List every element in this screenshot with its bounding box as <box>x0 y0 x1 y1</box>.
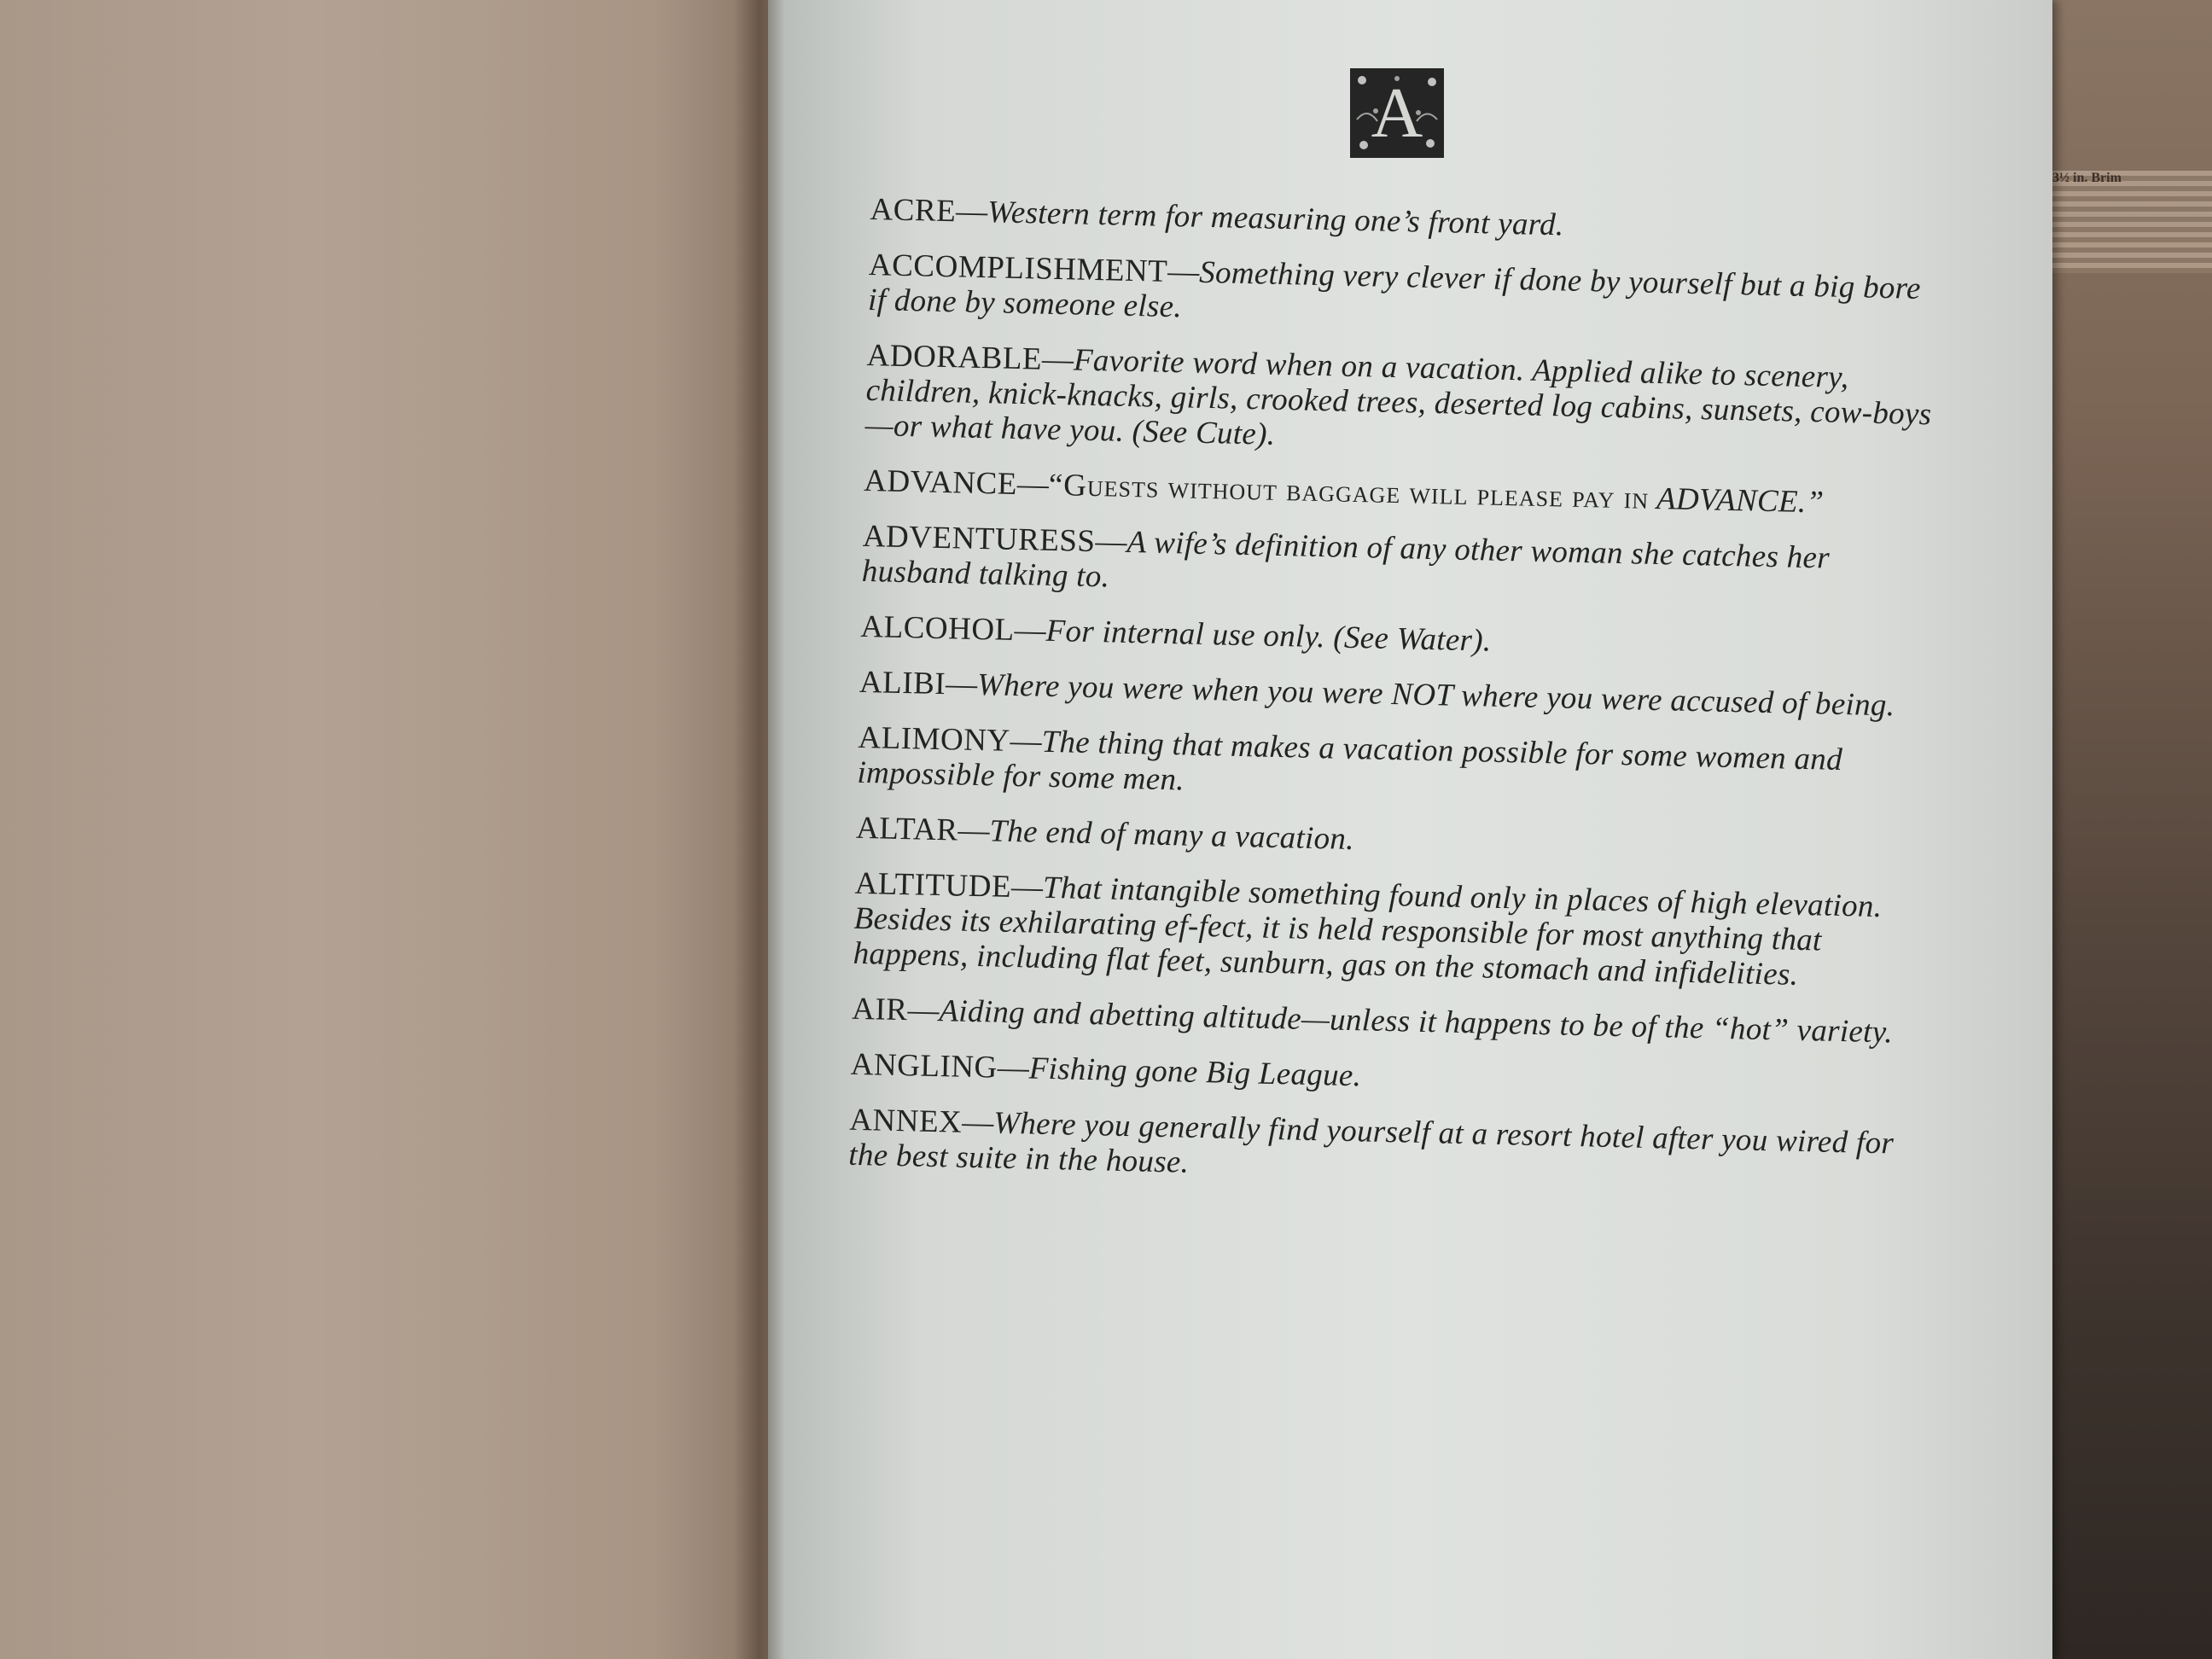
entry-term: ANGLING <box>850 1046 998 1086</box>
entry-advance: ADVANCE—“Guests without baggage will please pay in ADVANCE.” <box>863 463 1825 521</box>
entry-altar: ALTAR—The end of many a vacation. <box>855 810 1355 858</box>
entry-term: ALTITUDE <box>854 865 1012 905</box>
entry-adorable: ADORABLE—Favorite word when on a vacation. Applied alike to scenery, children, knick-knacks, girls, crooked trees, deserted log cabins, sunsets, cow-boys—or what have you. (See Cute). <box>864 337 1932 452</box>
entry-term: AIR <box>851 991 908 1028</box>
entry-definition: Favorite word when on a vacation. Applied alike to scenery, children, knick-knacks, girls, crooked trees, deserted log cabins, sunsets, cow-boys—or what have you. (See Cute). <box>864 342 1932 452</box>
entry-definition: Something very clever if done by yourself but a big bore if done by someone else. <box>867 254 1922 325</box>
entry-term: ANNEX <box>848 1102 963 1140</box>
entry-definition-tail: ADVANCE.” <box>1656 480 1825 521</box>
entry-term: ALIBI <box>859 664 946 702</box>
entry-definition: Where you generally find yourself at a resort hotel after you wired for the best suite in the house. <box>847 1105 1895 1180</box>
entry-definition: Western term for measuring one’s front yard. <box>987 195 1564 243</box>
book-gutter <box>734 0 785 1659</box>
entry-accomplishment: ACCOMPLISHMENT—Something very clever if done by yourself but a big bore if done by someone else. <box>867 247 1922 325</box>
initial-letter: A <box>1371 73 1423 153</box>
entry-altitude: ALTITUDE—That intangible something found only in places of high elevation. Besides its exhilarating ef-fect, it is held responsible for most anything that happens, including flat feet, sunburn, gas on the stomach and infidelities. <box>853 865 1883 992</box>
entry-term: ACCOMPLISHMENT <box>868 247 1168 289</box>
entry-air: AIR—Aiding and abetting altitude—unless it happens to be of the “hot” variety. <box>851 991 1894 1051</box>
entry-term: ALIMONY <box>858 719 1011 759</box>
dictionary-entries <box>847 192 1945 1217</box>
entry-alibi: ALIBI—Where you were when you were NOT where you were accused of being. <box>859 664 1895 724</box>
entry-term: ACRE <box>870 192 957 230</box>
entry-definition: Where you were when you were NOT where you were accused of being. <box>976 667 1895 724</box>
entry-alimony: ALIMONY—The thing that makes a vacation possible for some women and impossible for some men. <box>857 719 1843 798</box>
entry-term: ADORABLE <box>866 337 1043 377</box>
left-blank-page <box>0 0 768 1659</box>
entry-annex: ANNEX—Where you generally find yourself at a resort hotel after you wired for the best suite in the house. <box>847 1102 1895 1180</box>
entry-angling: ANGLING—Fishing gone Big League. <box>850 1046 1362 1094</box>
entry-alcohol: ALCOHOL—For internal use only. (See Water). <box>859 608 1492 659</box>
page-stack-edge <box>2048 171 2212 273</box>
entry-definition: “Guests without baggage will please pay in <box>1048 467 1650 516</box>
entry-term: ADVANCE <box>863 463 1018 502</box>
edge-label: 3½ in. Brim <box>2052 171 2122 185</box>
illuminated-initial <box>1350 68 1444 158</box>
entry-definition: Fishing gone Big League. <box>1028 1051 1362 1094</box>
entry-term: ALCOHOL <box>859 608 1016 648</box>
entry-definition: A wife’s definition of any other woman she catches her husband talking to. <box>861 524 1831 595</box>
entry-acre: ACRE—Western term for measuring one’s front yard. <box>870 192 1564 243</box>
entry-definition: Aiding and abetting altitude—unless it happens to be of the “hot” variety. <box>939 993 1894 1051</box>
entry-definition: The end of many a vacation. <box>989 813 1355 858</box>
entry-adventuress: ADVENTURESS—A wife’s definition of any other woman she catches her husband talking to. <box>861 518 1831 595</box>
entry-definition: The thing that makes a vacation possible for some women and impossible for some men. <box>857 724 1843 798</box>
entry-term: ADVENTURESS <box>862 518 1096 560</box>
entry-definition: That intangible something found only in places of high elevation. Besides its exhilarating ef-fect, it is held responsible for most anything that happens, including flat feet, sunburn, gas on the stomach and infidelities. <box>853 870 1883 992</box>
entry-definition: For internal use only. (See Water). <box>1045 613 1492 659</box>
entry-term: ALTAR <box>855 810 958 848</box>
